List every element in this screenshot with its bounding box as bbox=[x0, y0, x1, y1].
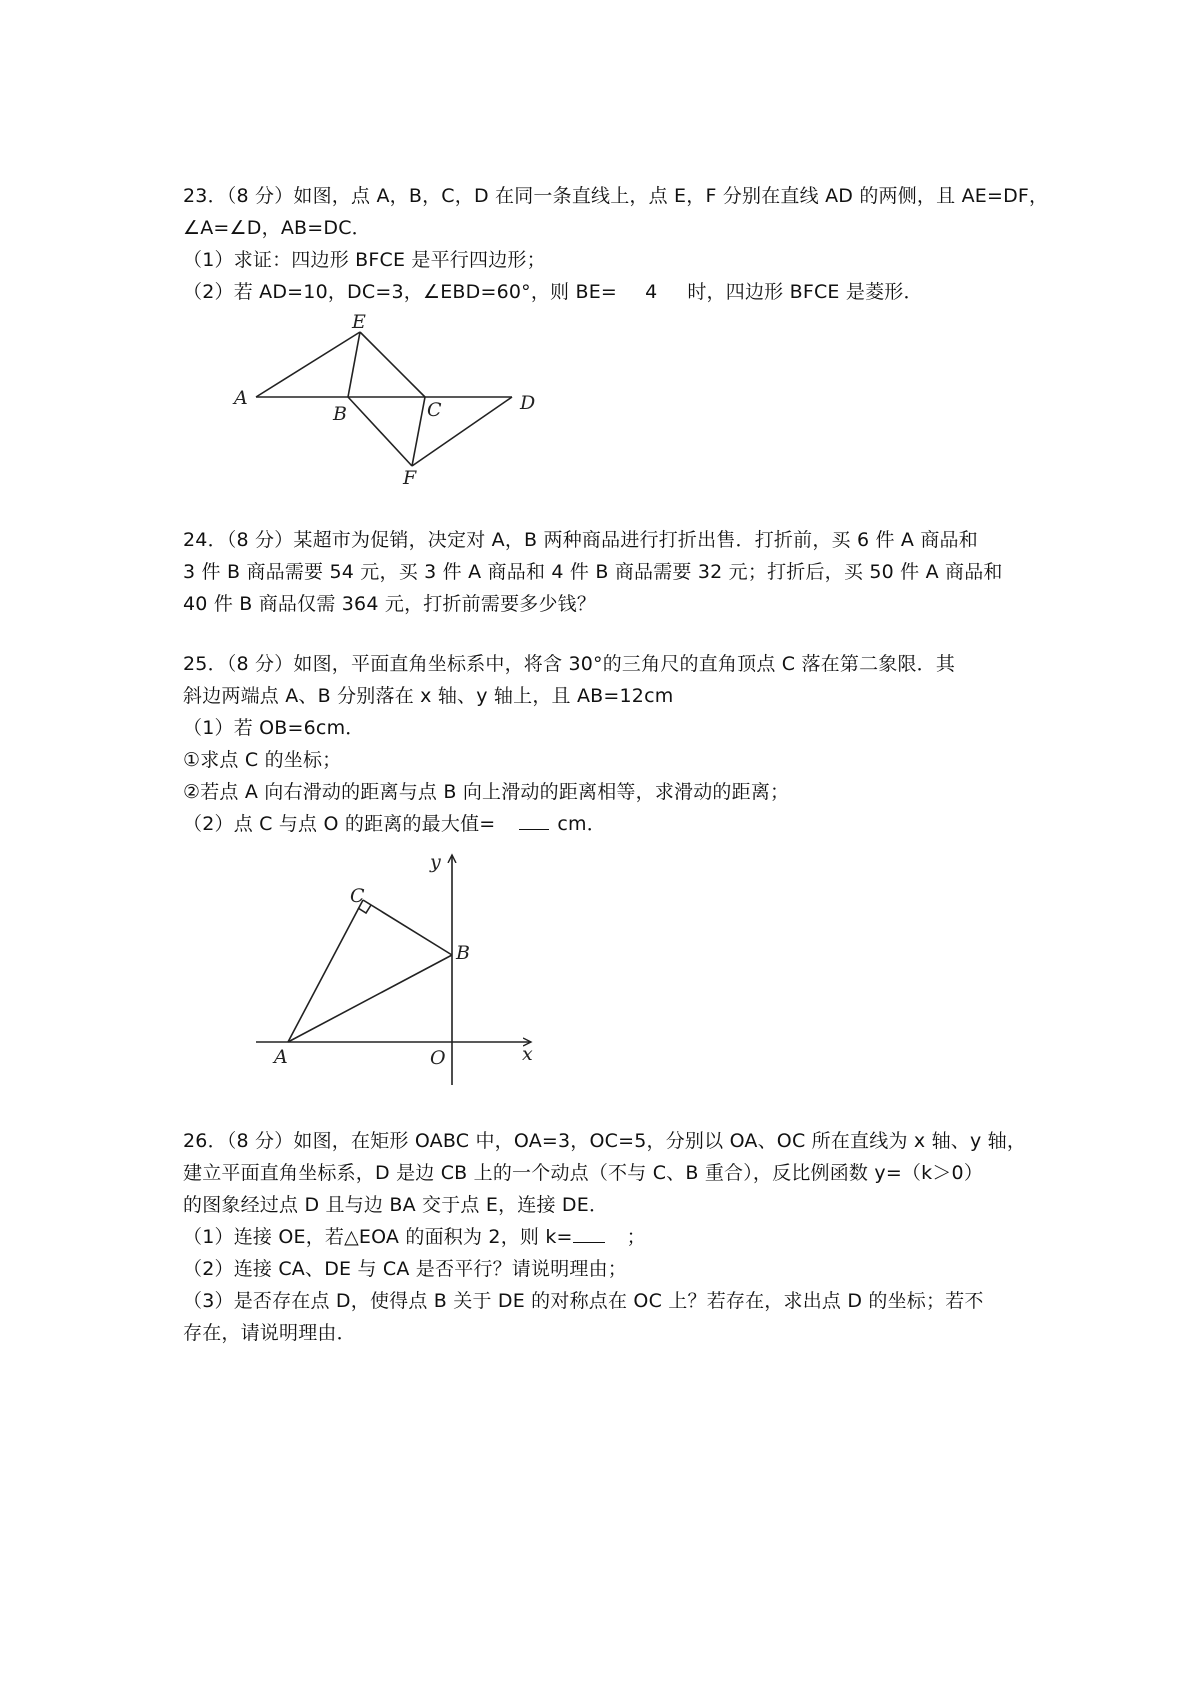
problem-26-question-1-suffix: ； bbox=[626, 1226, 646, 1248]
label-a: A bbox=[274, 1046, 288, 1068]
problem-25-question-2 bbox=[183, 808, 1033, 840]
label-o: O bbox=[430, 1047, 446, 1069]
problem-24-line-2: 3 件 B 商品需要 54 元，买 3 件 A 商品和 4 件 B 商品需要 32 元；打折后，买 50 件 A 商品和 bbox=[183, 561, 1003, 583]
problem-26-answer-blank bbox=[573, 1222, 605, 1243]
label-f: F bbox=[403, 467, 417, 489]
segment-cf bbox=[412, 397, 425, 466]
label-a: A bbox=[234, 387, 248, 409]
segment-cb bbox=[363, 900, 452, 955]
problem-23-question-1: （1）求证：四边形 BFCE 是平行四边形； bbox=[183, 249, 546, 271]
label-b: B bbox=[456, 942, 470, 964]
segment-ae bbox=[256, 332, 360, 397]
label-c: C bbox=[427, 399, 442, 421]
problem-24 bbox=[183, 524, 1033, 620]
problem-23-question-2 bbox=[183, 276, 1033, 308]
segment-bf bbox=[348, 397, 412, 466]
problem-23-question-2-prefix: （2）若 AD=10，DC=3，∠EBD=60°，则 BE= bbox=[183, 281, 618, 303]
problem-25-question-1b: ②若点 A 向右滑动的距离与点 B 向上滑动的距离相等，求滑动的距离； bbox=[183, 781, 790, 803]
problem-26-line-2: 建立平面直角坐标系，D 是边 CB 上的一个动点（不与 C、B 重合），反比例函数 y=（k＞0） bbox=[183, 1162, 984, 1184]
segment-ec bbox=[360, 332, 425, 397]
problem-25-question-2-suffix: cm． bbox=[557, 813, 606, 835]
label-y: y bbox=[430, 851, 441, 873]
problem-25 bbox=[183, 648, 1033, 840]
label-c: C bbox=[350, 885, 365, 907]
problem-25-line-1: 25．（8 分）如图，平面直角坐标系中，将含 30°的三角尺的直角顶点 C 落在第二象限．其 bbox=[183, 653, 956, 675]
problem-25-question-2-prefix: （2）点 C 与点 O 的距离的最大值= bbox=[183, 813, 496, 835]
problem-25-figure bbox=[240, 850, 540, 1090]
label-x: x bbox=[522, 1043, 533, 1065]
problem-23-figure bbox=[228, 305, 548, 490]
problem-23-question-2-suffix: 时，四边形 BFCE 是菱形． bbox=[687, 281, 923, 303]
problem-24-line-1: 24．（8 分）某超市为促销，决定对 A，B 两种商品进行打折出售．打折前，买 6 件 A 商品和 bbox=[183, 529, 978, 551]
problem-26-question-2: （2）连接 CA、DE 与 CA 是否平行？请说明理由； bbox=[183, 1258, 628, 1280]
problem-26 bbox=[183, 1125, 1033, 1349]
label-d: D bbox=[520, 392, 536, 414]
problem-25-question-1a: ①求点 C 的坐标； bbox=[183, 749, 342, 771]
problem-26-question-1 bbox=[183, 1221, 1033, 1253]
label-e: E bbox=[352, 311, 366, 333]
problem-25-question-1: （1）若 OB=6cm． bbox=[183, 717, 365, 739]
problem-26-question-3-line-2: 存在，请说明理由． bbox=[183, 1322, 356, 1344]
problem-23-stem-line-2: ∠A=∠D，AB=DC． bbox=[183, 217, 371, 239]
label-b: B bbox=[333, 403, 347, 425]
problem-26-line-1: 26．（8 分）如图，在矩形 OABC 中，OA=3，OC=5，分别以 OA、OC 所在直线为 x 轴、y 轴， bbox=[183, 1130, 1027, 1152]
segment-ab bbox=[288, 955, 452, 1042]
problem-26-question-1-prefix: （1）连接 OE，若△EOA 的面积为 2，则 k= bbox=[183, 1226, 573, 1248]
problem-25-answer-blank bbox=[519, 809, 549, 830]
problem-23 bbox=[183, 180, 1049, 308]
segment-ac bbox=[288, 900, 363, 1042]
problem-26-question-3-line-1: （3）是否存在点 D，使得点 B 关于 DE 的对称点在 OC 上？若存在，求出点 D 的坐标；若不 bbox=[183, 1290, 984, 1312]
problem-26-line-3: 的图象经过点 D 且与边 BA 交于点 E，连接 DE． bbox=[183, 1194, 609, 1216]
segment-eb bbox=[348, 332, 360, 397]
problem-25-line-2: 斜边两端点 A、B 分别落在 x 轴、y 轴上，且 AB=12cm bbox=[183, 685, 674, 707]
problem-23-answer: 4 bbox=[645, 281, 658, 303]
problem-23-stem-line-1: 23．（8 分）如图，点 A，B，C，D 在同一条直线上，点 E，F 分别在直线 AD 的两侧，且 AE=DF， bbox=[183, 185, 1049, 207]
problem-24-line-3: 40 件 B 商品仅需 364 元，打折前需要多少钱？ bbox=[183, 593, 597, 615]
